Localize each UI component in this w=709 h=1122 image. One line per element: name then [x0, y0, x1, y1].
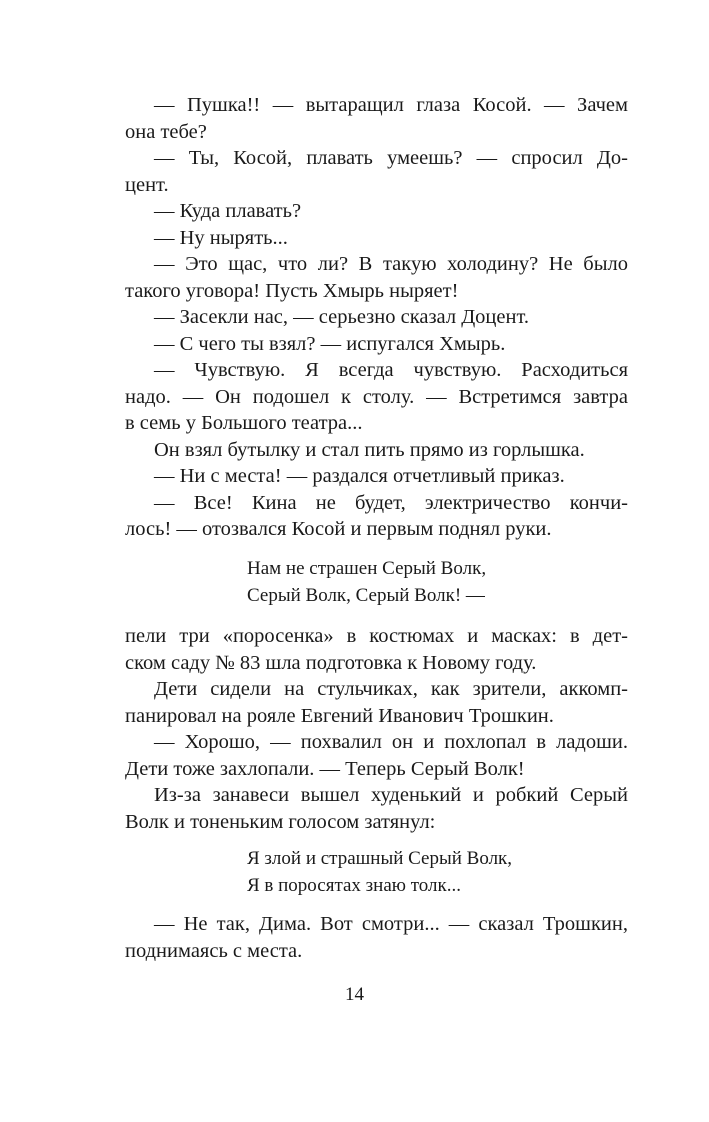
verse-line: Я злой и страшный Серый Волк,	[247, 848, 513, 869]
text-line: пели три «поросенка» в костюмах и масках: в дет-	[125, 625, 628, 647]
text-line: Дети сидели на стульчиках, как зрители, аккомп-	[154, 678, 628, 700]
page-number: 14	[345, 984, 364, 1005]
text-line: она тебе?	[125, 120, 207, 143]
text-line: Он взял бутылку и стал пить прямо из горлышка.	[154, 438, 585, 461]
text-line: — Не так, Дима. Вот смотри... — сказал Трошкин,	[154, 913, 628, 935]
text-line: панировал на рояле Евгений Иванович Трошкин.	[125, 704, 554, 727]
text-line: — Куда плавать?	[154, 200, 302, 222]
text-line: лось! — отозвался Косой и первым поднял руки.	[125, 518, 552, 540]
text-line: — Это щас, что ли? В такую холодину? Не было	[154, 253, 628, 275]
verse-line: Серый Волк, Серый Волк! —	[247, 584, 485, 606]
text-line: — Засекли нас, — серьезно сказал Доцент.	[154, 306, 530, 328]
text-line: — Все! Кина не будет, электричество кончи-	[154, 491, 628, 514]
verse-line: Я в поросятах знаю толк...	[247, 874, 461, 896]
verse-block-2	[247, 846, 512, 899]
text-line: — Ты, Косой, плавать умеешь? — спросил До-	[154, 147, 628, 169]
text-line: в семь у Большого театра...	[125, 412, 363, 434]
verse-line: Нам не страшен Серый Волк,	[247, 558, 487, 579]
text-line: — Ни с места! — раздался отчетливый приказ.	[154, 465, 565, 487]
text-line: Дети тоже захлопали. — Теперь Серый Волк!	[125, 757, 525, 780]
text-line: — С чего ты взял? — испугался Хмырь.	[154, 332, 506, 355]
text-line: надо. — Он подошел к столу. — Встретимся завтра	[125, 385, 628, 408]
prose-block-3	[125, 911, 628, 964]
text-line: — Хорошо, — похвалил он и похлопал в ладоши.	[154, 731, 628, 753]
verse-block-1	[247, 556, 486, 609]
prose-block-2	[125, 623, 628, 835]
text-line: — Пушка!! — вытаращил глаза Косой. — Зачем	[154, 94, 628, 116]
text-line: поднимаясь с места.	[125, 939, 303, 962]
text-line: ском саду № 83 шла подготовка к Новому году.	[125, 651, 537, 674]
prose-block-1	[125, 92, 628, 543]
text-line: цент.	[125, 173, 169, 196]
text-line: такого уговора! Пусть Хмырь ныряет!	[125, 279, 459, 302]
text-line: Из-за занавеси вышел худенький и робкий Серый	[154, 784, 628, 806]
text-line: — Ну нырять...	[154, 226, 288, 249]
text-line: — Чувствую. Я всегда чувствую. Расходиться	[154, 359, 628, 381]
text-line: Волк и тоненьким голосом затянул:	[125, 810, 436, 833]
